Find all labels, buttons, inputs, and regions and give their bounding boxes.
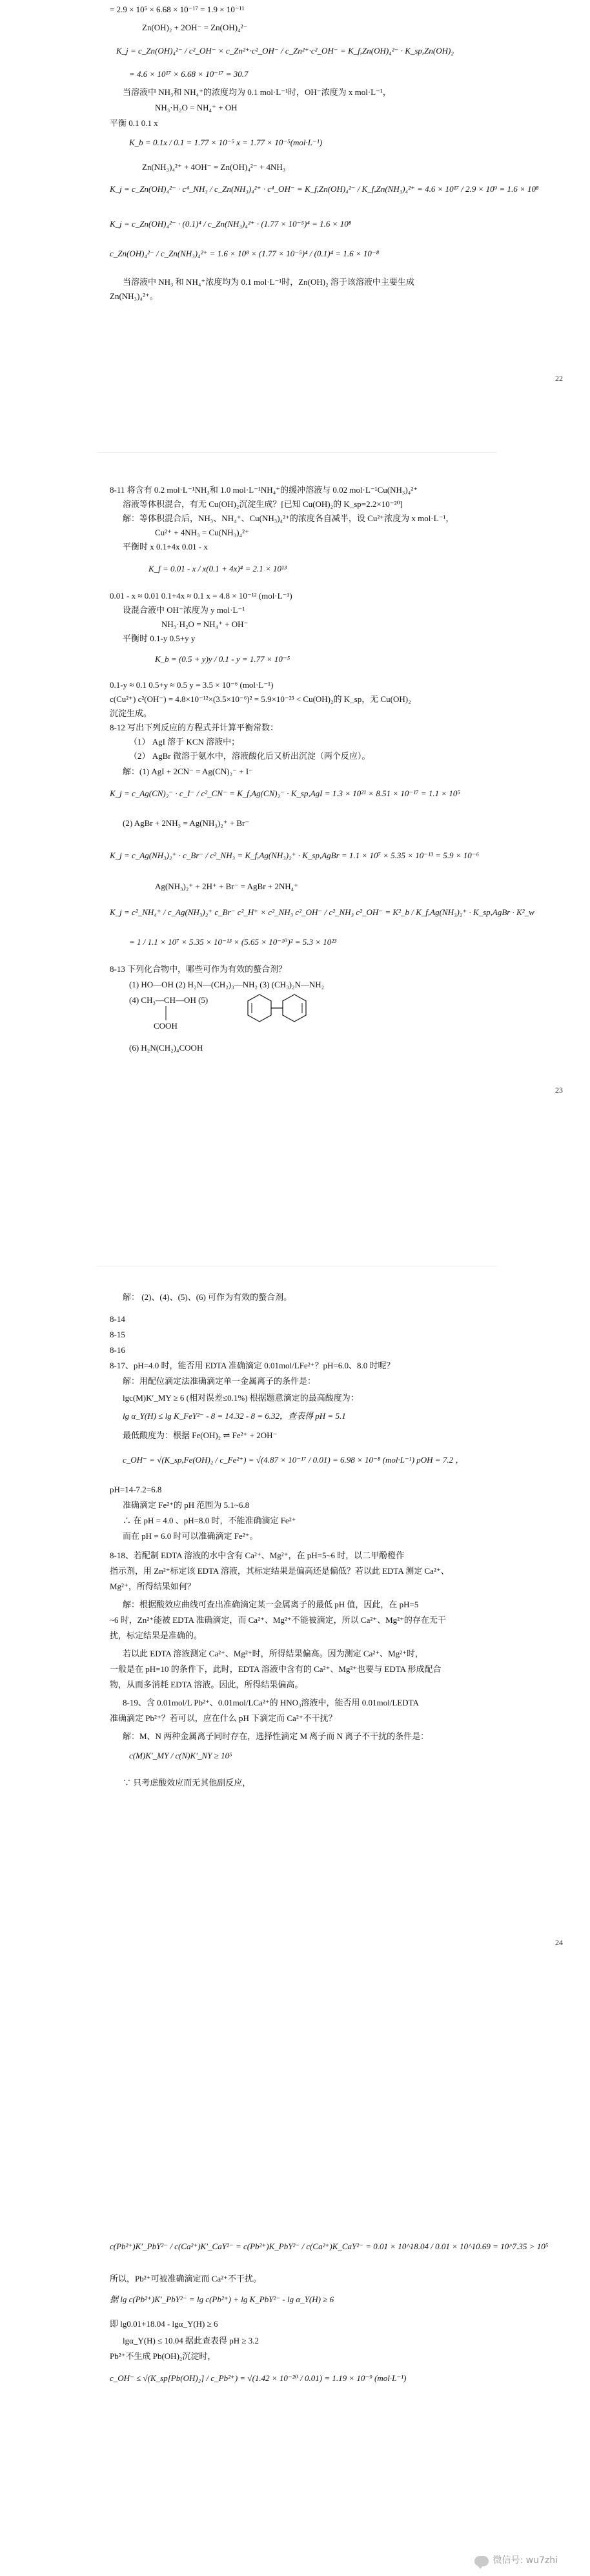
- page-24: [0, 1292, 590, 2196]
- problem-heading: 8-13 下列化合物中，哪些可作为有效的螯合剂？: [110, 964, 287, 974]
- text-line: lgα_Y(H) ≤ 10.04 据此查表得 pH ≥ 3.2: [123, 2336, 259, 2345]
- eq-line: K_j = c_Ag(CN)₂⁻ · c_I⁻ / c²_CN⁻ = K_f,Ag(CN)₂⁻ · K_sp,AgI = 1.3 × 10²¹ × 8.51 × 10⁻¹⁷ = 1.1 × 10⁵: [110, 788, 460, 798]
- eq-line: K_j = c_Zn(OH)₄²⁻ · c⁴_NH₃ / c_Zn(NH₃)₄²⁺ · c⁴_OH⁻ = K_f,Zn(OH)₄²⁻ / K_f,Zn(NH₃)₄²⁺ = 4.6 × 10¹⁷ / 2.9 × 10⁹ = 1.6 × 10⁸: [110, 184, 539, 194]
- text-line: 即 lg0.01+18.04 - lgα_Y(H) ≥ 6: [110, 2319, 218, 2329]
- eq-line: = 4.6 × 10¹⁷ × 6.68 × 10⁻¹⁷ = 30.7: [129, 69, 249, 79]
- eq-line: K_j = c_Zn(OH)₄²⁻ · (0.1)⁴ / c_Zn(NH₃)₄²⁺ · (1.77 × 10⁻⁵)⁴ = 1.6 × 10⁸: [110, 219, 352, 229]
- answer-line: 解： (2)、(4)、(5)、(6) 可作为有效的螯合剂。: [123, 1292, 292, 1302]
- page-number: 22: [555, 374, 563, 383]
- compound-list: (4) CH₃—CH—OH (5): [129, 995, 209, 1005]
- eq-line: K_b = 0.1x / 0.1 = 1.77 × 10⁻⁵ x = 1.77 × 10⁻⁵(mol·L⁻¹): [129, 138, 323, 147]
- problem-number: 8-14: [110, 1314, 125, 1324]
- reaction-line: Zn(NH₃)₄²⁺ + 4OH⁻ = Zn(OH)₄²⁻ + 4NH₃: [142, 162, 286, 172]
- compound-list: (1) HO—OH (2) H₂N—(CH₂)₃—NH₂ (3) (CH₃)₂N—NH₂: [129, 980, 325, 989]
- text-line: 解：根据酸效应曲线可查出准确滴定某一金属离子的最低 pH 值，因此，在 pH=5: [123, 1600, 419, 1609]
- text-line: 设混合液中 OH⁻浓度为 y mol·L⁻¹: [123, 605, 245, 615]
- text-line: （2） AgBr 微溶于氨水中，溶液酸化后又析出沉淀（两个反应）。: [129, 751, 371, 761]
- text-line: c(Cu²⁺) c²(OH⁻) = 4.8×10⁻¹²×(3.5×10⁻⁶)² = 5.9×10⁻²³ < Cu(OH)₂的 K_sp，无 Cu(OH)₂: [110, 694, 411, 704]
- reaction-line: Cu²⁺ + 4NH₃ = Cu(NH₃)₄²⁺: [155, 528, 249, 537]
- text-line: Mg²⁺，所得结果如何？: [110, 1582, 196, 1591]
- reaction-line: 解：(1) AgI + 2CN⁻ = Ag(CN)₂⁻ + I⁻: [123, 767, 254, 776]
- text-line: 解：用配位滴定法准确滴定单一金属离子的条件是：: [123, 1376, 316, 1386]
- text-line: 0.01 - x ≈ 0.01 0.1+4x ≈ 0.1 x = 4.8 × 10⁻¹² (mol·L⁻¹): [110, 591, 292, 601]
- eq-line: K_j = c_Ag(NH₃)₂⁺ · c_Br⁻ / c²_NH₃ = K_f,Ag(NH₃)₂⁺ · K_sp,AgBr = 1.1 × 10⁷ × 5.35 × 10⁻¹³ = 5.9 × 10⁻⁶: [110, 850, 480, 860]
- reaction-line: NH₃·H₂O = NH₄⁺ + OH: [155, 103, 238, 112]
- eq-line: c_OH⁻ ≤ √(K_sp[Pb(OH)₂] / c_Pb²⁺) = √(1.42 × 10⁻²⁰ / 0.01) = 1.19 × 10⁻⁹ (mol·L⁻¹): [110, 2373, 407, 2383]
- text-line: 沉淀生成。: [110, 708, 152, 718]
- page-divider: [97, 452, 497, 453]
- eq-line: K_j = c_Zn(OH)₄²⁻ / c²_OH⁻ × c_Zn²⁺·c²_OH⁻ / c_Zn²⁺·c²_OH⁻ = K_f,Zn(OH)₄²⁻ · K_sp,Zn(OH)₂: [116, 46, 454, 56]
- text-line: 指示剂，用 Zn²⁺标定该 EDTA 溶液，其标定结果是偏高还是偏低？若以此 EDTA 测定 Ca²⁺、: [110, 1566, 449, 1576]
- reaction-line: Zn(OH)₂ + 2OH⁻ = Zn(OH)₄²⁻: [142, 23, 248, 32]
- eq-line: K_f = 0.01 - x / x(0.1 + 4x)⁴ = 2.1 × 10¹³: [148, 564, 287, 573]
- text-line: 当溶液中 NH₃ 和 NH₄⁺浓度均为 0.1 mol·L⁻¹时，Zn(OH)₂ 溶于该溶液中主要生成: [123, 277, 414, 287]
- text-line: lgc(M)K′_MY ≥ 6 (相对误差≤0.1%) 根据题意滴定的最高酸度为：: [123, 1393, 359, 1403]
- text-line: 扰，标定结果是准确的。: [110, 1631, 203, 1640]
- text-line: 一般是在 pH=10 的条件下，此时，EDTA 溶液中含有的 Ca²⁺、Mg²⁺也要与 EDTA 形成配合: [110, 1664, 442, 1674]
- text-line: 最低酸度为：根据 Fe(OH)₂ ⇌ Fe²⁺ + 2OH⁻: [123, 1430, 278, 1440]
- problem-heading: 8-17、pH=4.0 时，能否用 EDTA 准确滴定 0.01mol/LFe²⁺？pH=6.0、8.0 时呢？: [110, 1361, 395, 1370]
- watermark-text: 微信号: wu7zhi: [493, 2555, 558, 2566]
- text-line: Pb²⁺不生成 Pb(OH)₂沉淀时，: [110, 2351, 216, 2361]
- page-number: 24: [555, 1938, 563, 1947]
- text-line: 溶液等体积混合，有无 Cu(OH)₂沉淀生成？[已知 Cu(OH)₂的 K_sp=2.2×10⁻²⁰]: [123, 499, 403, 509]
- text-line: 准确滴定 Fe²⁺的 pH 范围为 5.1~6.8: [123, 1500, 250, 1510]
- reaction-line: (2) AgBr + 2NH₃ = Ag(NH₃)₂⁺ + Br⁻: [123, 818, 250, 828]
- text-line: 解：等体积混合后，NH₃、NH₄⁺、Cu(NH₃)₄²⁺的浓度各自减半，设 Cu²⁺浓度为 x mol·L⁻¹，: [123, 513, 454, 523]
- eq-line: c(M)K′_MY / c(N)K′_NY ≥ 10⁵: [129, 1751, 232, 1760]
- text-line: 而在 pH = 6.0 时可以准确滴定 Fe²⁺。: [123, 1531, 258, 1541]
- problem-number: 8-16: [110, 1345, 125, 1355]
- text-line: 解：M、N 两种金属离子同时存在，选择性滴定 M 离子而 N 离子不干扰的条件是：: [123, 1731, 429, 1741]
- carbon-bond-icon: [163, 1006, 169, 1020]
- text-line: 当溶液中 NH₃和 NH₄⁺的浓度均为 0.1 mol·L⁻¹时，OH⁻浓度为 x mol·L⁻¹，: [123, 87, 391, 97]
- problem-number: 8-15: [110, 1330, 125, 1339]
- eq-line: c_OH⁻ = √(K_sp,Fe(OH)₂ / c_Fe²⁺) = √(4.87 × 10⁻¹⁷ / 0.01) = 6.98 × 10⁻⁸ (mol·L⁻¹) pOH = 7.2 ，: [123, 1455, 464, 1465]
- problem-heading: 8-19、含 0.01mol/L Pb²⁺、0.01mol/LCa²⁺的 HNO₃溶液中，能否用 0.01mol/LEDTA: [123, 1698, 419, 1707]
- page-25: [0, 2228, 590, 2576]
- page-22: [0, 0, 590, 413]
- eq-line: K_j = c²_NH₄⁺ / c_Ag(NH₃)₂⁺ c_Br⁻ c²_H⁺ × c²_NH₃ c²_OH⁻ / c²_NH₃ c²_OH⁻ = K²_b / K_f,Ag(NH₃)₂⁺ · K_sp,AgBr · K²_w: [110, 907, 534, 917]
- eq-line: lg α_Y(H) ≤ lg K_FeY²⁻ - 8 = 14.32 - 8 = 6.32，查表得 pH = 5.1: [123, 1411, 346, 1421]
- text-line: 0.1-y ≈ 0.1 0.5+y ≈ 0.5 y = 3.5 × 10⁻⁶ (mol·L⁻¹): [110, 680, 274, 690]
- text-line: 所以，Pb²⁺可被准确滴定而 Ca²⁺不干扰。: [110, 2274, 261, 2283]
- text-line: 物，从而多消耗 EDTA 溶液。因此，所得结果偏高。: [110, 1680, 303, 1689]
- compound-list: (6) H₂N(CH₂)₄COOH: [129, 1043, 203, 1053]
- equilibrium-line: 平衡时 x 0.1+4x 0.01 - x: [123, 542, 208, 551]
- wechat-icon: [474, 2556, 489, 2566]
- reaction-line: NH₃·H₂O = NH₄⁺ + OH⁻: [161, 619, 249, 629]
- reaction-line: Ag(NH₃)₂⁺ + 2H⁺ + Br⁻ = AgBr + 2NH₄⁺: [155, 881, 299, 891]
- text-line: ∵ 只考虑酸效应而无其他副反应，: [123, 1778, 251, 1788]
- text-line: ∴ 在 pH = 4.0 、pH=8.0 时，不能准确滴定 Fe²⁺: [123, 1516, 296, 1525]
- eq-line: = 2.9 × 10⁵ × 6.68 × 10⁻¹⁷ = 1.9 × 10⁻¹¹: [110, 5, 245, 14]
- text-line: 准确滴定 Pb²⁺？若可以，应在什么 pH 下滴定而 Ca²⁺不干扰？: [110, 1713, 337, 1723]
- text-line: ~6 时，Zn²⁺能被 EDTA 准确滴定，而 Ca²⁺、Mg²⁺不能被滴定，所以 Ca²⁺、Mg²⁺的存在无干: [110, 1615, 446, 1625]
- page-23: [0, 484, 590, 1259]
- text-line: pH=14-7.2=6.8: [110, 1485, 162, 1494]
- bipyridine-structure-icon: [245, 991, 323, 1032]
- text-line: Zn(NH₃)₄²⁺。: [110, 291, 158, 301]
- text-line: 若以此 EDTA 溶液测定 Ca²⁺、Mg²⁺时，所得结果偏高。因为测定 Ca²⁺、Mg²⁺时，: [123, 1649, 423, 1658]
- problem-heading: 8-18、若配制 EDTA 溶液的水中含有 Ca²⁺、Mg²⁺，在 pH=5~6 时，以二甲酚橙作: [110, 1551, 405, 1560]
- eq-line: c(Pb²⁺)K′_PbY²⁻ / c(Ca²⁺)K′_CaY²⁻ = c(Pb²⁺)K_PbY²⁻ / c(Ca²⁺)K_CaY²⁻ = 0.01 × 10^18.04 / 0.01 × 10^10.69 = 10^7.35 > 10⁵: [110, 2241, 549, 2251]
- equilibrium-line: 平衡时 0.1-y 0.5+y y: [123, 634, 196, 643]
- eq-line: K_b = (0.5 + y)y / 0.1 - y = 1.77 × 10⁻⁵: [155, 654, 290, 664]
- watermark: [474, 2555, 558, 2567]
- eq-line: = 1 / 1.1 × 10⁷ × 5.35 × 10⁻¹³ × (5.65 × 10⁻¹⁰)² = 5.3 × 10²³: [129, 937, 337, 947]
- eq-line: 据 lg c(Pb²⁺)K′_PbY²⁻ = lg c(Pb²⁺) + lg K_PbY²⁻ - lg α_Y(H) ≥ 6: [110, 2294, 334, 2304]
- eq-line: c_Zn(OH)₄²⁻ / c_Zn(NH₃)₄²⁺ = 1.6 × 10⁸ × (1.77 × 10⁻⁵)⁴ / (0.1)⁴ = 1.6 × 10⁻⁸: [110, 249, 380, 258]
- text-line: （1） AgI 溶于 KCN 溶液中；: [129, 737, 240, 747]
- problem-heading: 8-12 写出下列反应的方程式并计算平衡常数：: [110, 723, 279, 732]
- problem-heading: 8-11 将含有 0.2 mol·L⁻¹NH₃和 1.0 mol·L⁻¹NH₄⁺的缓冲溶液与 0.02 mol·L⁻¹Cu(NH₃)₄²⁺: [110, 485, 418, 495]
- equilibrium-line: 平衡 0.1 0.1 x: [110, 118, 158, 128]
- compound-group: COOH: [154, 1021, 178, 1031]
- page-number: 23: [555, 1086, 563, 1095]
